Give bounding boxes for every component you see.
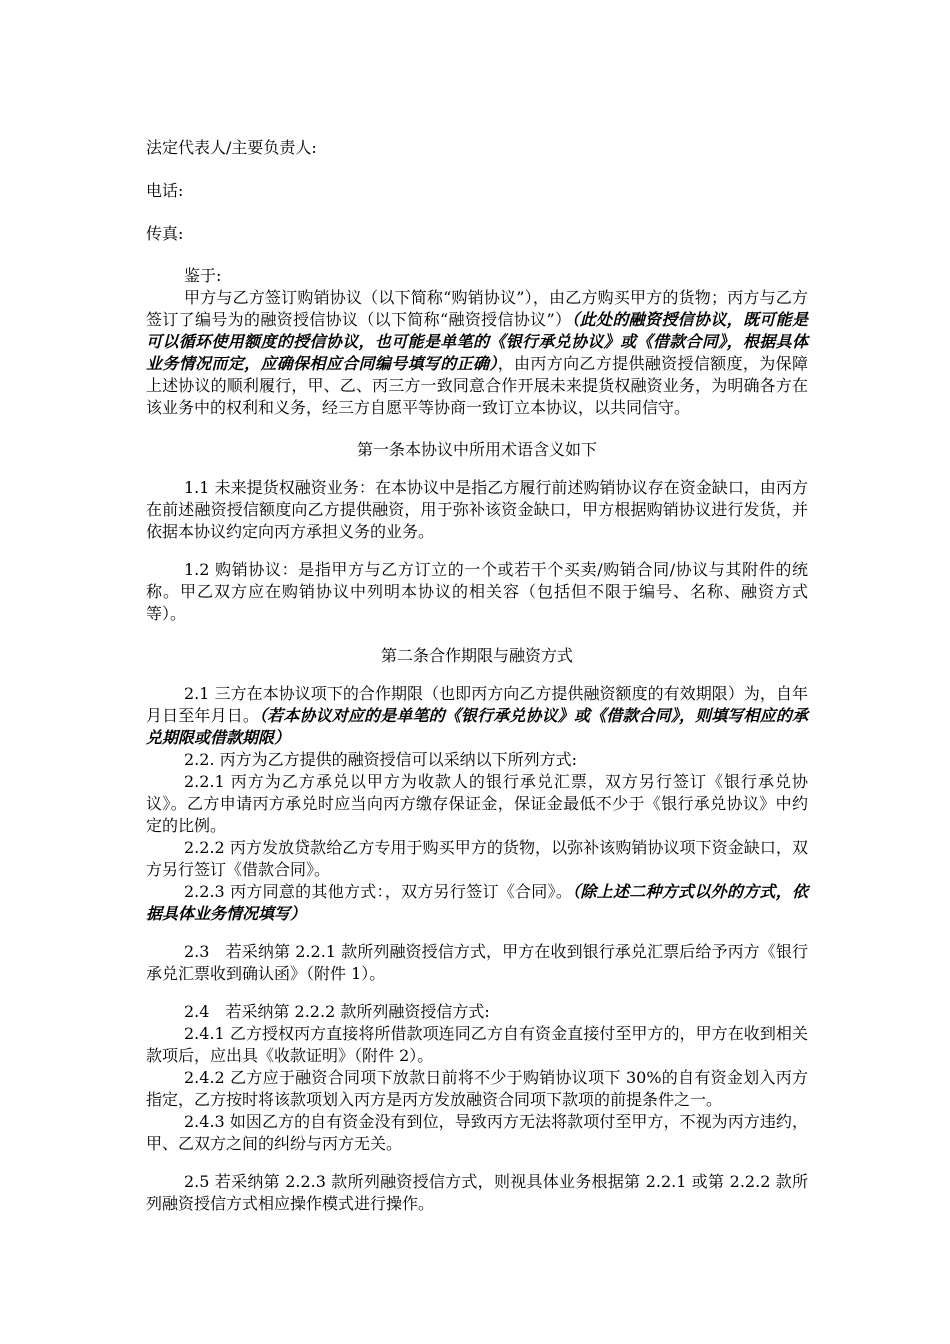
clause-2-5: 2.5 若采纳第 2.2.3 款所列融资授信方式，则视具体业务根据第 2.2.1 或第 2.2.2 款所列融资授信方式相应操作模式进行操作。 <box>146 1172 808 1213</box>
clause-1-1: 1.1 未来提货权融资业务：在本协议中是指乙方履行前述购销协议存在资金缺口，由丙方在前述融资授信额度向乙方提供融资，用于弥补该资金缺口，甲方根据购销协议进行发货，并依据本协议约定向丙方承担义务的业务。 <box>146 478 808 541</box>
clause-1-2: 1.2 购销协议：是指甲方与乙方订立的一个或若干个买卖/购销合同/协议与其附件的统称。甲乙双方应在购销协议中列明本协议的相关容（包括但不限于编号、名称、融资方式等）。 <box>146 560 808 623</box>
fax-field: 传真: <box>146 224 184 243</box>
clause-2-1 <box>146 683 808 749</box>
phone-field: 电话: <box>146 181 184 200</box>
clause-2-2-3 <box>146 881 808 925</box>
article-2-title: 第二条合作期限与融资方式 <box>380 646 573 665</box>
preamble-note: （此处的融资授信协议，既可能是可以循环使用额度的授信协议，也可能是单笔的《银行承兑协议》或《借款合同》，根据具体业务情况而定，应确保相应合同编号填写的正确） <box>146 310 808 373</box>
clause-2-4-3: 2.4.3 如因乙方的自有资金没有到位，导致丙方无法将款项付至甲方，不视为丙方违约，甲、乙双方之间的纠纷与丙方无关。 <box>146 1112 808 1153</box>
preamble-text-1: 甲方与乙方签订购销协议（以下简称“购销协议”），由乙方购买甲方的货物；丙方与乙方签订了编号为的融资授信协议（以下简称“融资授信协议”） <box>146 288 808 329</box>
clause-2-2-3-text: 2.2.3 丙方同意的其他方式：，双方另行签订《合同》。 <box>184 882 573 901</box>
clause-2-2: 2.2. 丙方为乙方提供的融资授信可以采纳以下所列方式: <box>184 750 578 769</box>
clause-2-4: 2.4 若采纳第 2.2.2 款所列融资授信方式: <box>184 1002 490 1021</box>
article-1-title: 第一条本协议中所用术语含义如下 <box>356 440 597 459</box>
preamble-paragraph <box>146 287 808 419</box>
clause-2-4-2: 2.4.2 乙方应于融资合同项下放款日前将不少于购销协议项下 30%的自有资金划入丙方指定，乙方按时将该款项划入丙方是丙方发放融资合同项下款项的前提条件之一。 <box>146 1068 808 1109</box>
preamble-text-2: ，由丙方向乙方提供融资授信额度，为保障上述协议的顺利履行，甲、乙、丙三方一致同意合作开展未来提货权融资业务，为明确各方在该业务中的权利和义务，经三方自愿平等协商一致订立本协议，以共同信守。 <box>146 354 808 417</box>
clause-2-3: 2.3 若采纳第 2.2.1 款所列融资授信方式，甲方在收到银行承兑汇票后给予丙方《银行承兑汇票收到确认函》（附件 1）。 <box>146 942 808 983</box>
clause-2-1-note: （若本协议对应的是单笔的《银行承兑协议》或《借款合同》，则填写相应的承兑期限或借款期限） <box>146 706 808 747</box>
legal-representative-field: 法定代表人/主要负责人: <box>146 138 317 157</box>
clause-2-2-3-note: （除上述二种方式以外的方式，依据具体业务情况填写） <box>146 882 808 923</box>
clause-2-4-1: 2.4.1 乙方授权丙方直接将所借款项连同乙方自有资金直接付至甲方的，甲方在收到相关款项后，应出具《收款证明》（附件 2）。 <box>146 1024 808 1065</box>
whereas-label: 鉴于: <box>184 266 222 285</box>
clause-2-2-2: 2.2.2 丙方发放贷款给乙方专用于购买甲方的货物，以弥补该购销协议项下资金缺口，双方另行签订《借款合同》。 <box>146 838 808 879</box>
clause-2-2-1: 2.2.1 丙方为乙方承兑以甲方为收款人的银行承兑汇票，双方另行签订《银行承兑协议》。乙方申请丙方承兑时应当向丙方缴存保证金，保证金最低不少于《银行承兑协议》中约定的比例。 <box>146 772 808 835</box>
clause-2-1-text: 2.1 三方在本协议项下的合作期限（也即丙方向乙方提供融资额度的有效期限）为，自年月日至年月日。 <box>146 684 808 725</box>
